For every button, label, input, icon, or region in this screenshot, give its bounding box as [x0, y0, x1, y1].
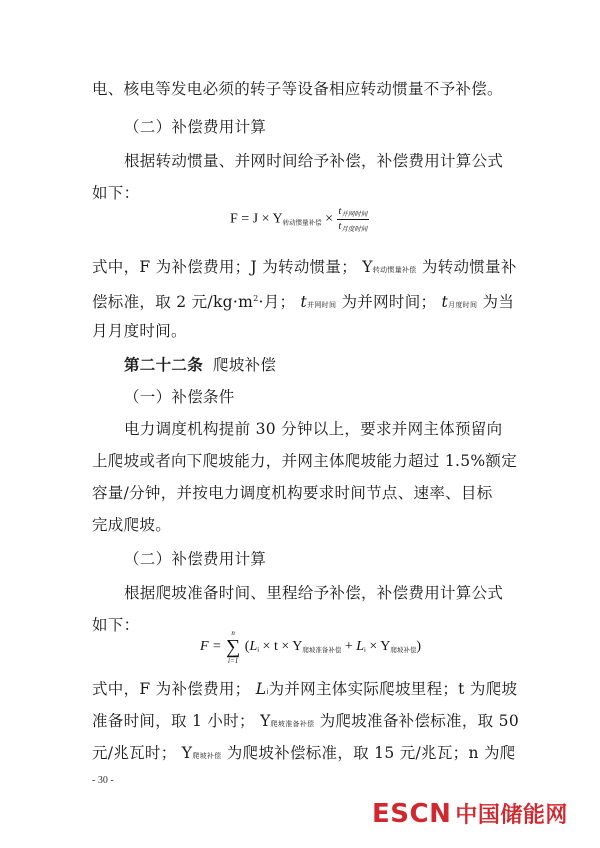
formula-subscript: 转动惯量补偿 — [282, 218, 322, 227]
formula-subscript: 爬坡补偿 — [390, 646, 417, 655]
formula-symbol: L — [255, 680, 267, 698]
section-heading — [124, 116, 544, 138]
formula-symbol: t — [338, 206, 342, 217]
formula-operator: × — [325, 211, 334, 227]
formula-subscript: i — [364, 646, 366, 655]
text: 元/兆瓦时； — [92, 744, 177, 762]
text: 根据爬坡准备时间、里程给予补偿，补偿费用计算公式 — [124, 584, 504, 602]
text-line — [124, 150, 544, 172]
text-line — [124, 582, 544, 604]
text: 容量/分钟，并按电力调度机构要求时间节点、速率、目标 — [92, 484, 493, 502]
text-line — [92, 678, 518, 703]
sum-lower: i=1 — [228, 657, 239, 665]
formula-rotational-inertia — [230, 206, 369, 233]
section-heading — [124, 548, 544, 570]
sum-sign: ∑ — [226, 636, 241, 658]
text-line — [92, 482, 512, 504]
text-line — [92, 514, 512, 536]
text: 式中，F 为补偿费用；J 为转动惯量； — [92, 258, 358, 276]
text: 如下： — [92, 184, 140, 202]
formula-text: F = — [200, 639, 222, 655]
formula-symbol: t — [338, 221, 342, 232]
formula-fraction — [337, 206, 370, 233]
article-heading — [124, 354, 544, 376]
fraction-denominator — [337, 220, 370, 233]
section-heading — [124, 386, 544, 408]
text-line — [92, 78, 512, 100]
text: 为爬坡补偿标准，取 15 元/兆瓦；n 为爬 — [226, 744, 516, 762]
formula-paren: ( — [244, 639, 250, 655]
formula-subscript: 并网时间 — [307, 301, 337, 310]
formula-subscript: 并网时间 — [341, 210, 368, 218]
text: （一）补偿条件 — [124, 388, 235, 406]
formula-paren: ) — [416, 639, 422, 655]
formula-symbol: L — [249, 639, 258, 655]
formula-symbol: Y — [362, 258, 373, 276]
text-line — [92, 182, 512, 204]
text: 为当 — [482, 293, 515, 312]
formula-subscript: 月度时间 — [448, 301, 478, 310]
formula-symbol: t — [300, 293, 308, 312]
formula-symbol: Y — [272, 211, 283, 227]
formula-symbol: Y — [260, 712, 271, 730]
page-number: - 30 - — [92, 775, 114, 786]
text: （二）补偿费用计算 — [124, 550, 267, 568]
formula-subscript: 爬坡补偿 — [192, 752, 222, 760]
formula-symbol: Y — [181, 744, 193, 762]
text: 电、核电等发电必须的转子等设备相应转动惯量不予补偿。 — [92, 80, 503, 98]
watermark-cn: 中国储能网 — [455, 803, 568, 828]
formula-operator: × — [369, 639, 378, 655]
text: 月月度时间。 — [92, 322, 187, 340]
watermark-en: ESCN — [372, 799, 452, 829]
text-line — [124, 418, 544, 440]
text-line — [92, 320, 512, 342]
text: 上爬坡或者向下爬坡能力，并网主体爬坡能力超过 1.5%额定 — [92, 452, 518, 470]
sum-upper: n — [231, 629, 235, 637]
formula-subscript: 月度时间 — [341, 225, 368, 233]
text-line — [92, 256, 517, 281]
text: 为并网时间； — [341, 293, 437, 312]
formula-subscript: 爬坡准备补偿 — [270, 720, 315, 728]
article-title: 爬坡补偿 — [213, 356, 277, 374]
formula-symbol: Y — [380, 639, 391, 655]
formula-text: F = J × — [230, 211, 270, 227]
formula-symbol: t — [441, 293, 449, 312]
watermark-logo — [372, 798, 568, 829]
text: 根据转动惯量、并网时间给予补偿，补偿费用计算公式 — [124, 152, 504, 170]
text: 为转动惯量补 — [421, 258, 517, 276]
text: 电力调度机构提前 30 分钟以上，要求并网主体预留向 — [124, 420, 503, 438]
text: 如下： — [92, 616, 140, 634]
formula-operator: + — [344, 639, 353, 655]
fraction-numerator — [337, 206, 370, 220]
formula-subscript: i — [257, 646, 260, 655]
text: （二）补偿费用计算 — [124, 118, 267, 136]
text-line — [92, 288, 515, 316]
text: 完成爬坡。 — [92, 516, 172, 534]
formula-subscript: 转动惯量补偿 — [372, 266, 417, 274]
formula-symbol: L — [356, 639, 365, 655]
text-line — [92, 710, 520, 735]
formula-subscript: 爬坡准备补偿 — [302, 646, 342, 655]
formula-symbol: Y — [292, 639, 303, 655]
text: 偿标准，取 2 元/kg·m — [92, 293, 254, 312]
formula-subscript: i — [266, 688, 269, 696]
text: 为并网主体实际爬坡里程；t 为爬坡 — [268, 680, 518, 698]
text: 式中，F 为补偿费用； — [92, 680, 251, 698]
text-line — [92, 742, 516, 767]
formula-ramping — [200, 628, 421, 666]
article-number: 第二十二条 — [124, 355, 204, 374]
text: 为爬坡准备补偿标准，取 50 — [319, 712, 520, 730]
text-line — [92, 450, 518, 472]
summation — [226, 628, 240, 666]
text: 准备时间，取 1 小时； — [92, 712, 255, 730]
text: ·月； — [258, 293, 296, 312]
formula-text: × t × — [262, 639, 290, 655]
superscript: 2 — [253, 294, 259, 303]
